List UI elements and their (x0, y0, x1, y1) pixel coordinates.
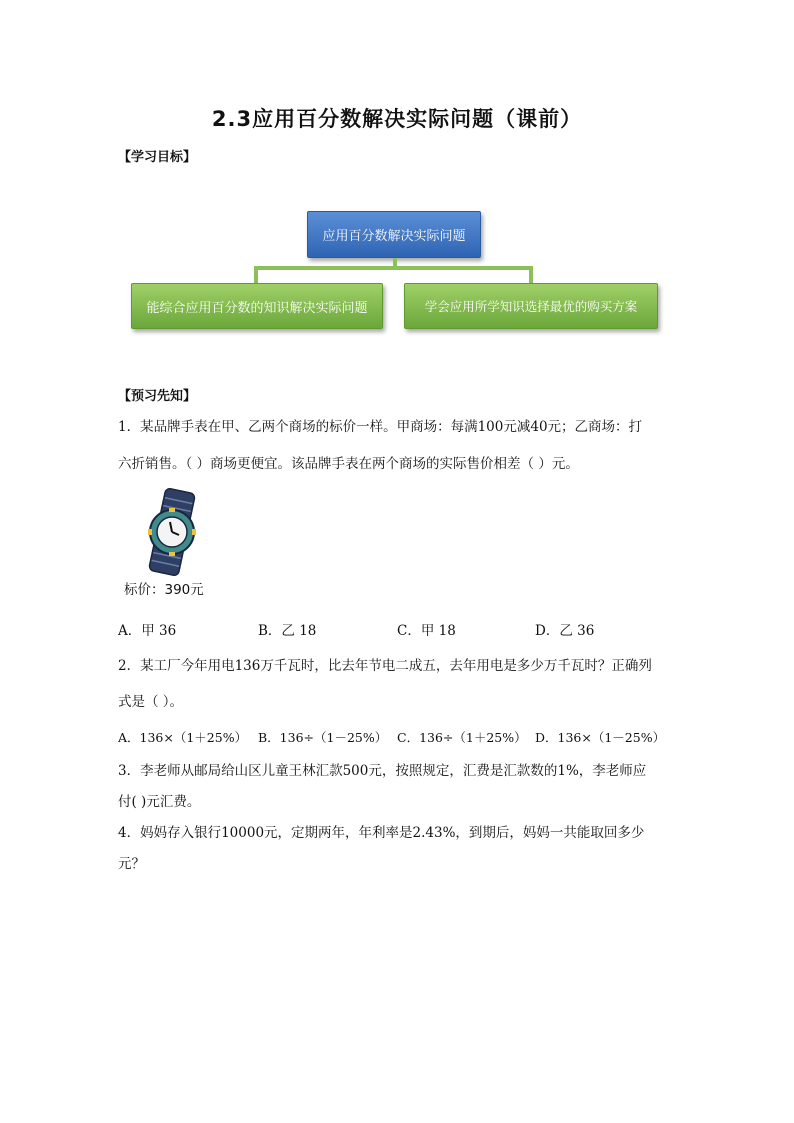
diagram-connector-left (254, 266, 258, 284)
question-2-line-1: 2．某工厂今年用电136万千瓦时，比去年节电二成五，去年用电是多少万千瓦时？正确列 (118, 658, 652, 674)
section-preview-heading: 【预习先知】 (118, 389, 197, 404)
question-4-line-2: 元？ (118, 856, 145, 872)
diagram-right-box: 学会应用所学知识选择最优的购买方案 (404, 283, 658, 329)
question-2-option-b: B．136÷（1－25%） (258, 730, 388, 745)
question-1-option-b: B．乙 18 (258, 623, 317, 639)
question-1-option-d: D．乙 36 (535, 623, 595, 639)
wristwatch-icon (140, 488, 204, 576)
section-goals-heading: 【学习目标】 (118, 150, 197, 165)
diagram-connector-bar (254, 266, 532, 270)
question-2-option-c: C．136÷（1＋25%） (397, 730, 527, 745)
question-1-option-a: A．甲 36 (118, 623, 177, 639)
diagram-left-box: 能综合应用百分数的知识解决实际问题 (131, 283, 383, 329)
diagram-root-box: 应用百分数解决实际问题 (307, 211, 481, 258)
question-1-line-2: 六折销售。（ ）商场更便宜。该品牌手表在两个商场的实际售价相差（ ）元。 (118, 456, 579, 472)
question-2-option-a: A．136×（1＋25%） (118, 730, 248, 745)
question-4-line-1: 4．妈妈存入银行10000元，定期两年，年利率是2.43%，到期后，妈妈一共能取回多少 (118, 825, 645, 841)
question-2-line-2: 式是（ ）。 (118, 694, 184, 710)
page-title: 2.3应用百分数解决实际问题（课前） (211, 107, 583, 131)
question-3-line-2: 付( )元汇费。 (118, 794, 201, 810)
question-1-line-1: 1．某品牌手表在甲、乙两个商场的标价一样。甲商场：每满100元减40元；乙商场：打 (118, 419, 643, 435)
question-1-option-c: C．甲 18 (397, 623, 456, 639)
diagram-connector-right (529, 266, 533, 284)
watch-price-label: 标价：390元 (124, 582, 204, 598)
question-3-line-1: 3．李老师从邮局给山区儿童王林汇款500元，按照规定，汇费是汇款数的1%，李老师应 (118, 763, 647, 779)
question-2-option-d: D．136×（1－25%） (535, 730, 666, 745)
